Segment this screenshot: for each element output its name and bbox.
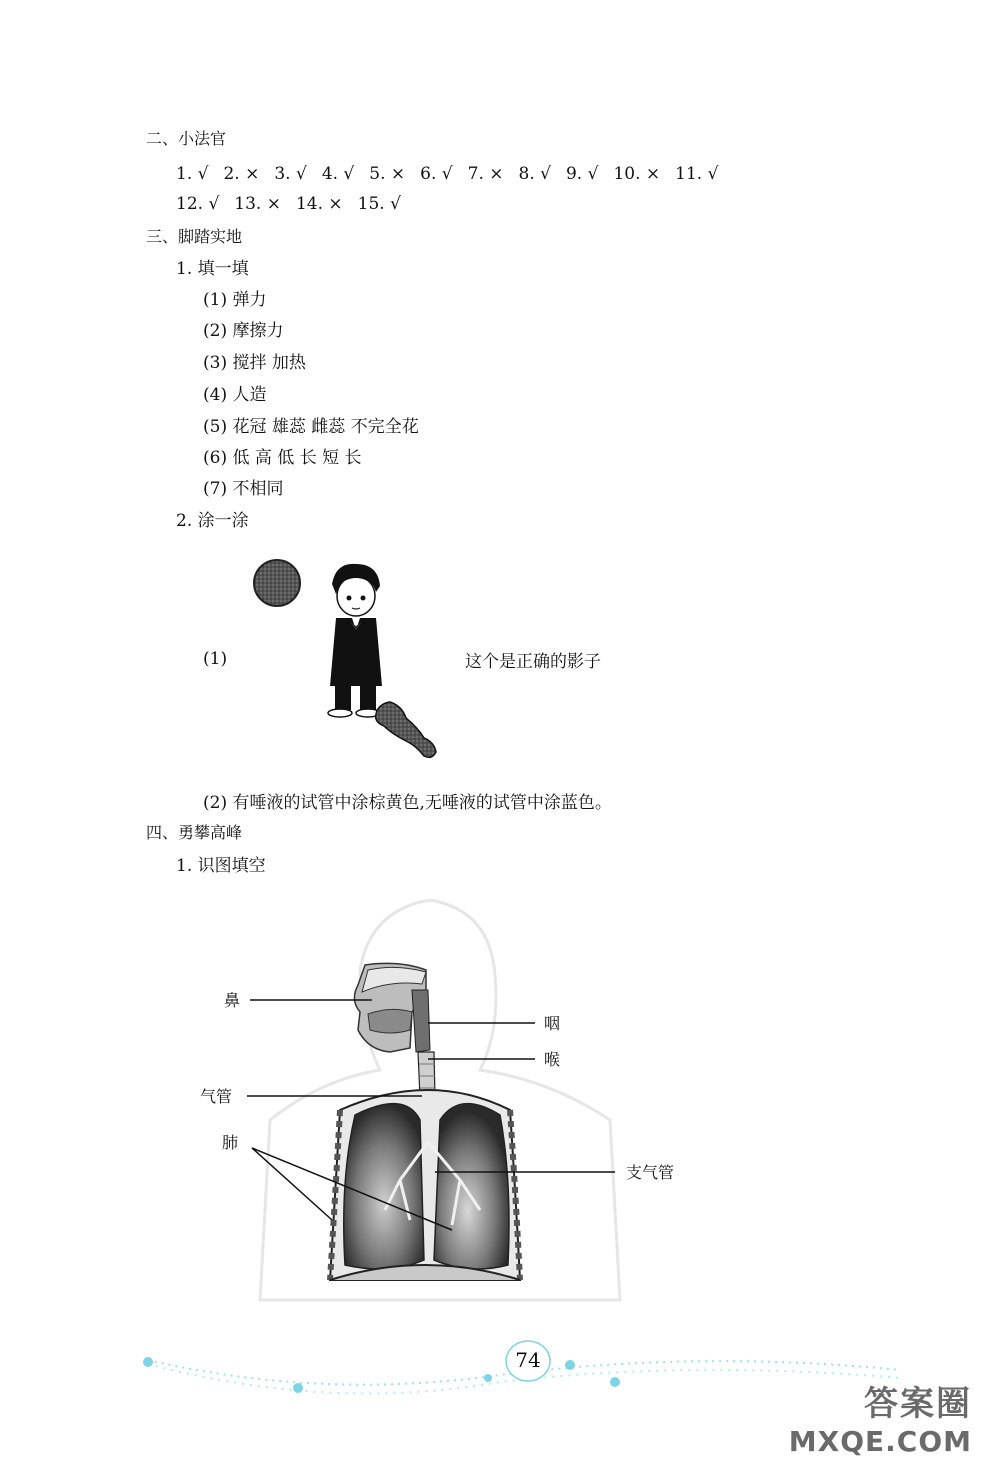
left-lung-shape	[344, 1104, 424, 1269]
judge-answer: 3. √	[274, 164, 307, 184]
judge-answer: 8. √	[518, 164, 551, 184]
footer-dot-icon	[610, 1377, 620, 1387]
judge-answer: 2. ×	[223, 164, 260, 184]
watermark-line-2: MXQE.COM	[788, 1425, 972, 1458]
shadow-figure	[240, 556, 460, 766]
fill-answer-4: (4) 人造	[203, 385, 267, 405]
judge-answer: 5. ×	[369, 164, 406, 184]
fill-answer-6: (6) 低 高 低 长 短 长	[203, 448, 362, 468]
judge-answers-row-2	[176, 194, 416, 214]
judge-answer: 9. √	[565, 164, 599, 184]
fill-answer-7: (7) 不相同	[203, 479, 284, 499]
judge-answer: 14. ×	[295, 194, 343, 214]
question-fill-in: 1. 填一填	[176, 259, 249, 279]
label-lung: 肺	[222, 1133, 239, 1152]
judge-answer: 15. √	[357, 194, 401, 214]
label-trachea: 气管	[200, 1087, 233, 1106]
fill-answer-1: (1) 弹力	[203, 290, 267, 310]
correct-shadow-note: 这个是正确的影子	[465, 652, 601, 672]
mouth-cavity	[368, 1009, 412, 1033]
watermark	[789, 1376, 972, 1458]
judge-answer: 6. √	[420, 164, 453, 184]
label-bronchus: 支气管	[626, 1163, 675, 1182]
label-pharynx: 咽	[544, 1014, 561, 1033]
footer-dot-icon	[565, 1360, 575, 1370]
pharynx-shape	[412, 990, 430, 1052]
judge-answer: 7. ×	[467, 164, 504, 184]
label-nose: 鼻	[224, 991, 241, 1010]
fill-answer-3: (3) 搅拌 加热	[203, 353, 306, 373]
footer-dot-icon	[143, 1357, 153, 1367]
judge-answer: 1. √	[176, 164, 209, 184]
section-title-challenge: 四、勇攀高峰	[146, 823, 243, 842]
label-larynx: 喉	[544, 1050, 561, 1069]
section-title-judge: 二、小法官	[146, 129, 227, 148]
judge-answer: 4. √	[321, 164, 355, 184]
boy-icon	[328, 564, 382, 717]
judge-answer: 12. √	[176, 194, 220, 214]
respiratory-system-diagram	[190, 880, 710, 1320]
watermark-line-1: 答案圈	[864, 1384, 972, 1424]
question-coloring: 2. 涂一涂	[176, 511, 249, 531]
coloring-sub-2: (2) 有唾液的试管中涂棕黄色,无唾液的试管中涂蓝色。	[203, 793, 612, 813]
judge-answers-row-1	[176, 164, 733, 184]
page-number: 74	[515, 1348, 541, 1372]
right-lung-shape	[434, 1104, 509, 1269]
fill-answer-5: (5) 花冠 雄蕊 雌蕊 不完全花	[203, 417, 419, 437]
judge-answer: 11. √	[675, 164, 719, 184]
footer-dot-icon	[293, 1383, 303, 1393]
judge-answer: 13. ×	[234, 194, 281, 214]
question-diagram-fill: 1. 识图填空	[176, 856, 266, 876]
judge-answer: 10. ×	[613, 164, 661, 184]
footer-dot-icon	[484, 1374, 492, 1382]
shadow-icon	[376, 702, 436, 757]
coloring-sub-1-label: (1)	[203, 649, 228, 669]
section-title-practice: 三、脚踏实地	[146, 227, 243, 246]
fill-answer-2: (2) 摩擦力	[203, 321, 284, 341]
light-source-icon	[254, 560, 300, 606]
